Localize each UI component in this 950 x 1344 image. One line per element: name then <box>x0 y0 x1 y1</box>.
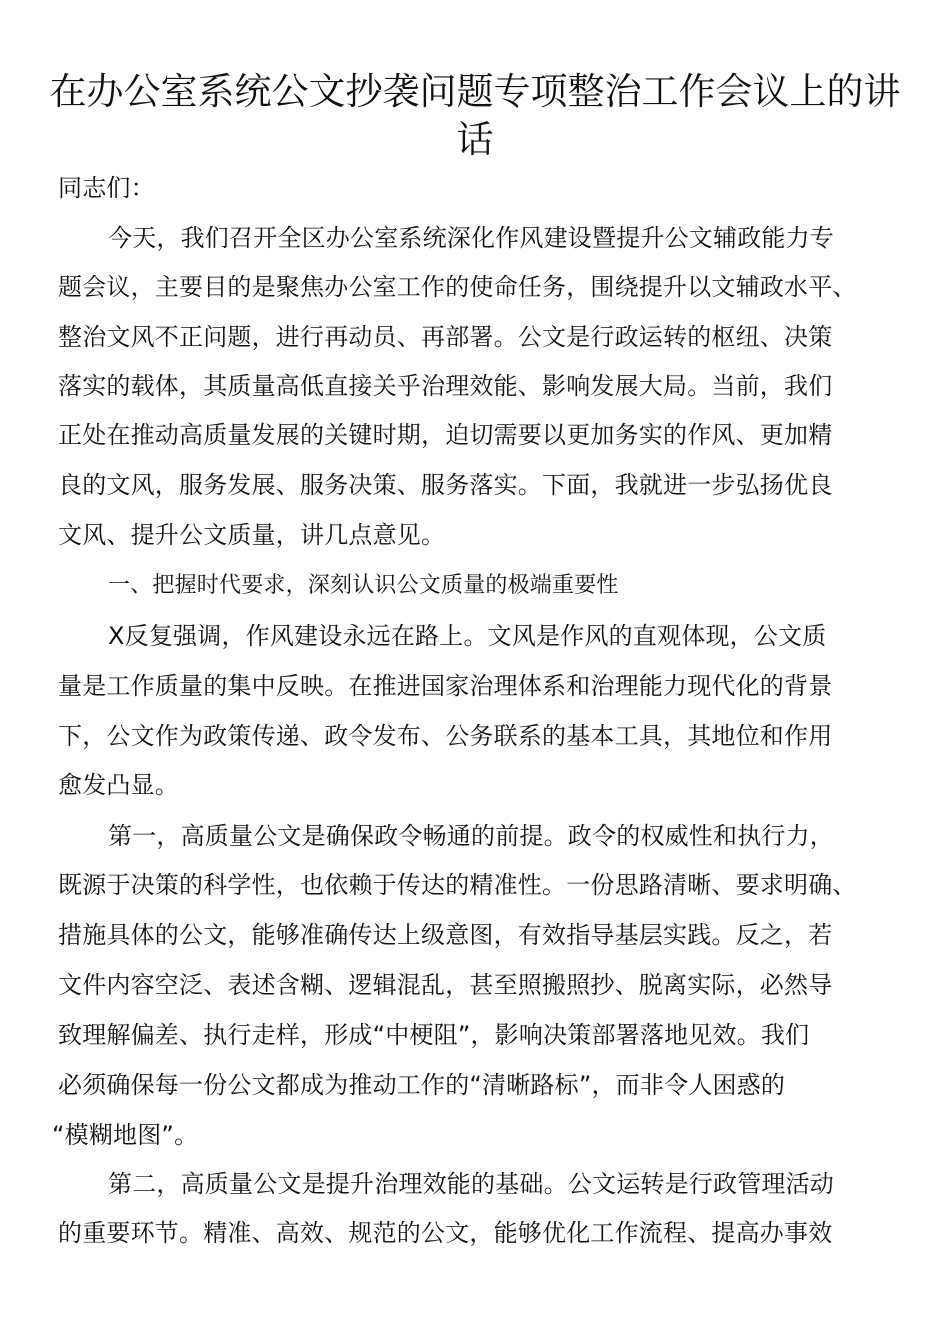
paragraph-line: 文件内容空泛、表述含糊、逻辑混乱，甚至照搬照抄、脱离实际，必然导 <box>58 971 833 999</box>
paragraph-line: 文风、提升公文质量，讲几点意见。 <box>58 521 446 549</box>
salutation: 同志们： <box>58 174 155 202</box>
paragraph-line: 的重要环节。精准、高效、规范的公文，能够优化工作流程、提高办事效 <box>58 1219 833 1247</box>
paragraph-line: 良的文风，服务发展、服务决策、服务落实。下面，我就进一步弘扬优良 <box>58 471 833 499</box>
paragraph-line: 量是工作质量的集中反映。在推进国家治理体系和治理能力现代化的背景 <box>58 672 833 700</box>
paragraph-line: 下，公文作为政策传递、政令发布、公务联系的基本工具，其地位和作用 <box>58 722 833 750</box>
paragraph-line: 今天，我们召开全区办公室系统深化作风建设暨提升公文辅政能力专 <box>108 224 834 252</box>
paragraph-line: 正处在推动高质量发展的关键时期，迫切需要以更加务实的作风、更加精 <box>58 421 833 449</box>
paragraph-line: 第二，高质量公文是提升治理效能的基础。公文运转是行政管理活动 <box>108 1170 834 1198</box>
paragraph-line: 必须确保每一份公文都成为推动工作的“清晰路标”，而非令人困惑的 <box>58 1071 786 1099</box>
paragraph-line: X反复强调，作风建设永远在路上。文风是作风的直观体现，公文质 <box>108 622 827 650</box>
section-heading: 一、把握时代要求，深刻认识公文质量的极端重要性 <box>108 573 619 598</box>
paragraph-line: “模糊地图”。 <box>52 1121 199 1149</box>
document-title-line-2: 话 <box>456 118 494 161</box>
paragraph-line: 愈发凸显。 <box>58 771 179 799</box>
paragraph-line: 既源于决策的科学性，也依赖于传达的精准性。一份思路清晰、要求明确、 <box>58 871 857 899</box>
paragraph-line: 整治文风不正问题，进行再动员、再部署。公文是行政运转的枢纽、决策 <box>58 323 833 351</box>
paragraph-line: 措施具体的公文，能够准确传达上级意图，有效指导基层实践。反之，若 <box>58 921 833 949</box>
paragraph-line: 致理解偏差、执行走样，形成“中梗阻”，影响决策部署落地见效。我们 <box>58 1021 810 1049</box>
paragraph-line: 题会议，主要目的是聚焦办公室工作的使命任务，围绕提升以文辅政水平、 <box>58 273 857 301</box>
document-title-line-1: 在办公室系统公文抄袭问题专项整治工作会议上的讲 <box>49 70 901 113</box>
paragraph-line: 第一，高质量公文是确保政令畅通的前提。政令的权威性和执行力， <box>108 822 834 850</box>
paragraph-line: 落实的载体，其质量高低直接关乎治理效能、影响发展大局。当前，我们 <box>58 372 833 400</box>
